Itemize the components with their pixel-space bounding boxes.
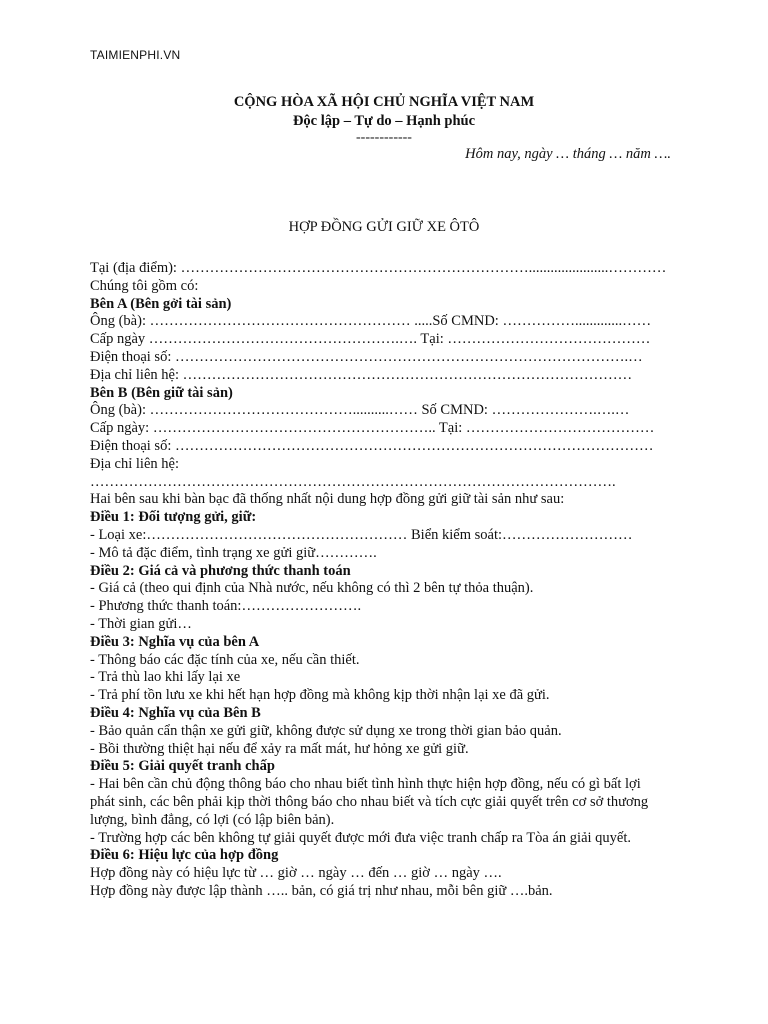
contract-body	[90, 260, 700, 901]
body-line: - Giá cả (theo qui định của Nhà nước, nếu không có thì 2 bên tự thỏa thuận).	[90, 580, 534, 597]
date-line: Hôm nay, ngày … tháng … năm ….	[465, 146, 671, 162]
body-line: phát sinh, các bên phải kịp thời thông báo cho nhau biết và tích cực giải quyết trên cơ sở thương	[90, 793, 649, 810]
section-heading: Điều 2: Giá cả và phương thức thanh toán	[90, 562, 351, 579]
header-divider: ------------	[356, 130, 412, 145]
body-line: Địa chỉ liên hệ:	[90, 455, 179, 472]
body-line: Hai bên sau khi bàn bạc đã thống nhất nội dung hợp đồng gửi giữ tài sản như sau:	[90, 491, 565, 508]
body-line: Cấp ngày …………………………………………….…. Tại: ……………………………………	[90, 331, 651, 348]
body-line: - Loại xe:……………………………………………… Biển kiểm soát:………………………	[90, 526, 633, 543]
site-watermark: TAIMIENPHI.VN	[90, 48, 181, 62]
body-line: - Thời gian gửi…	[90, 615, 192, 632]
section-heading: Bên B (Bên giữ tài sản)	[90, 384, 233, 401]
body-line: - Mô tả đặc điểm, tình trạng xe gửi giữ………….	[90, 544, 377, 561]
body-line: Ông (bà): ……………………………………..........…… Số CMND: ………………….….…	[90, 402, 630, 419]
body-line: - Trường hợp các bên không tự giải quyết được mới đưa việc tranh chấp ra Tòa án giải quyết.	[90, 829, 632, 846]
nation-heading: CỘNG HÒA XÃ HỘI CHỦ NGHĨA VIỆT NAM	[233, 94, 535, 110]
section-heading: Điều 5: Giải quyết tranh chấp	[90, 758, 275, 775]
body-line: Hợp đồng này có hiệu lực từ … giờ … ngày … đến … giờ … ngày ….	[90, 865, 502, 882]
body-line: - Bảo quản cẩn thận xe gửi giữ, không được sử dụng xe trong thời gian bảo quản.	[90, 722, 562, 739]
body-line: Cấp ngày: ………………………………………………….. Tại: …………………………………	[90, 420, 655, 437]
body-line: - Bồi thường thiệt hại nếu để xảy ra mất mát, hư hỏng xe gửi giữ.	[90, 740, 469, 757]
body-line: Điện thoại số: ………………………………………………………………………………………	[90, 437, 654, 454]
body-line: Điện thoại số: ………………………………………………………………………………….…	[90, 348, 643, 365]
body-line: Ông (bà): ……………………………………………… .....Số CMND: …………….............……	[90, 313, 652, 330]
document-header	[0, 93, 768, 145]
body-line: Chúng tôi gồm có:	[90, 277, 199, 294]
body-line: Địa chỉ liên hệ: …………………………………………………………………………………	[90, 366, 633, 383]
section-heading: Điều 1: Đối tượng gửi, giữ:	[90, 509, 257, 526]
body-line: - Hai bên cần chủ động thông báo cho nhau biết tình hình thực hiện hợp đồng, nếu có gì bất lợi	[90, 776, 641, 793]
body-line: lượng, bình đẳng, có lợi (có lập biên bản).	[90, 811, 335, 828]
body-line: - Phương thức thanh toán:…………………….	[90, 598, 362, 615]
body-line: ……………………………………………………………………………………………….	[90, 473, 616, 490]
section-heading: Bên A (Bên gởi tài sản)	[90, 295, 232, 312]
section-heading: Điều 6: Hiệu lực của hợp đồng	[90, 847, 279, 864]
body-line: - Trả thù lao khi lấy lại xe	[90, 669, 241, 686]
section-heading: Điều 4: Nghĩa vụ của Bên B	[90, 704, 261, 721]
motto: Độc lập – Tự do – Hạnh phúc	[292, 113, 476, 129]
document-title: HỢP ĐỒNG GỬI GIỮ XE ÔTÔ	[288, 219, 480, 235]
body-line: Hợp đồng này được lập thành ….. bản, có giá trị như nhau, mỗi bên giữ ….bản.	[90, 882, 553, 899]
body-line: - Trả phí tồn lưu xe khi hết hạn hợp đồng mà không kịp thời nhận lại xe đã gửi.	[90, 687, 550, 704]
body-line: - Thông báo các đặc tính của xe, nếu cần thiết.	[90, 651, 360, 668]
section-heading: Điều 3: Nghĩa vụ của bên A	[90, 633, 260, 650]
body-line: Tại (địa điểm): ………………………………………………………………......................…………	[90, 260, 667, 276]
